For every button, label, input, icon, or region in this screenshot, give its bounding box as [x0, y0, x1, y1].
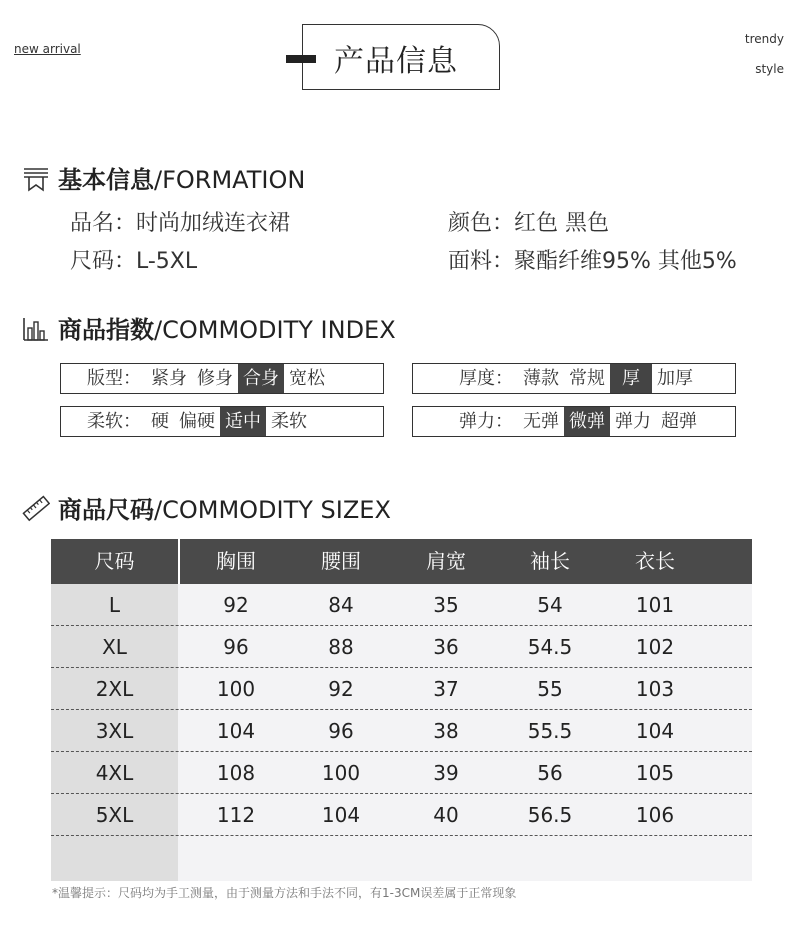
ruler-icon [22, 494, 50, 522]
index-label: 弹力： [459, 411, 513, 432]
table-cell: L [108, 593, 121, 617]
basic-info-heading [22, 160, 305, 195]
product-color: 颜色：红色 黑色 [448, 211, 609, 236]
index-thickness [412, 363, 736, 394]
table-cell: 88 [328, 635, 354, 659]
bar-chart-icon [22, 314, 50, 342]
table-cell: 84 [328, 593, 354, 617]
index-option: 超弹 [661, 411, 697, 432]
table-cell: 106 [635, 803, 675, 827]
index-option: 紧身 [151, 368, 187, 389]
title-dash-decoration [286, 55, 316, 63]
table-cell: 108 [216, 761, 256, 785]
table-cell: 96 [223, 635, 249, 659]
measurement-note: *温馨提示：尺码均为手工测量，由于测量方法和手法不同，有1-3CM误差属于正常现象 [52, 886, 517, 900]
table-cell: 39 [433, 761, 459, 785]
table-cell: 92 [328, 677, 354, 701]
table-cell: XL [102, 635, 127, 659]
index-option: 宽松 [289, 368, 325, 389]
table-cell: 55 [537, 677, 563, 701]
table-row [51, 626, 752, 668]
table-cell: 4XL [95, 761, 134, 785]
table-cell: 104 [635, 719, 675, 743]
table-cell: 96 [328, 719, 354, 743]
index-option: 薄款 [523, 368, 559, 389]
table-cell: 5XL [95, 803, 134, 827]
index-label: 柔软： [87, 411, 141, 432]
index-option: 硬 [151, 411, 169, 432]
header-divider [178, 539, 180, 584]
index-fit [60, 363, 384, 394]
index-option: 偏硬 [179, 411, 215, 432]
table-cell: 35 [433, 593, 459, 617]
index-option: 修身 [197, 368, 233, 389]
index-option: 无弹 [523, 411, 559, 432]
table-cell: 104 [216, 719, 256, 743]
column-header: 袖长 [530, 549, 570, 573]
index-softness [60, 406, 384, 437]
index-option-selected: 合身 [238, 364, 284, 393]
table-cell: 56.5 [527, 803, 573, 827]
index-option-selected: 适中 [220, 407, 266, 436]
commodity-size-heading [22, 490, 391, 525]
page-title: 产品信息 [334, 44, 458, 79]
ribbon-list-icon [22, 164, 50, 192]
table-cell: 112 [216, 803, 256, 827]
table-cell: 55.5 [527, 719, 573, 743]
table-cell: 100 [216, 677, 256, 701]
column-header: 衣长 [635, 549, 675, 573]
table-cell: 102 [635, 635, 675, 659]
index-label: 厚度： [459, 368, 513, 389]
table-row [51, 584, 752, 626]
table-cell: 54 [537, 593, 563, 617]
column-header: 胸围 [216, 549, 256, 573]
index-option-selected: 微弹 [564, 407, 610, 436]
commodity-index-heading [22, 310, 396, 345]
size-heading-bold: 商品尺码 [58, 496, 154, 524]
product-fabric: 面料：聚酯纤维95% 其他5% [448, 249, 737, 274]
index-label: 版型： [87, 368, 141, 389]
table-cell: 3XL [95, 719, 134, 743]
index-heading-rest: /COMMODITY INDEX [154, 316, 396, 344]
table-cell: 54.5 [527, 635, 573, 659]
column-header: 腰围 [321, 549, 361, 573]
size-heading-rest: /COMMODITY SIZEX [154, 496, 391, 524]
column-header: 肩宽 [426, 549, 466, 573]
style-label: style [755, 62, 784, 76]
table-cell: 100 [321, 761, 361, 785]
table-cell: 103 [635, 677, 675, 701]
basic-heading-bold: 基本信息 [58, 166, 154, 194]
table-cell: 37 [433, 677, 459, 701]
column-header: 尺码 [94, 549, 135, 573]
table-cell: 38 [433, 719, 459, 743]
index-elasticity [412, 406, 736, 437]
index-option: 柔软 [271, 411, 307, 432]
product-name: 品名：时尚加绒连衣裙 [70, 211, 291, 236]
table-row [51, 794, 752, 836]
table-cell: 40 [433, 803, 459, 827]
trendy-label: trendy [744, 32, 784, 46]
index-heading-bold: 商品指数 [58, 316, 154, 344]
index-option: 加厚 [657, 368, 693, 389]
index-option-selected: 厚 [610, 364, 652, 393]
table-cell: 2XL [95, 677, 134, 701]
table-cell: 101 [635, 593, 675, 617]
table-cell: 36 [433, 635, 459, 659]
table-header [51, 539, 752, 584]
table-row [51, 752, 752, 794]
index-option: 弹力 [615, 411, 651, 432]
index-option: 常规 [569, 368, 605, 389]
table-row [51, 710, 752, 752]
new-arrival-label: new arrival [14, 42, 81, 56]
product-size-range: 尺码：L-5XL [70, 249, 198, 274]
table-cell: 104 [321, 803, 361, 827]
table-row [51, 668, 752, 710]
table-cell: 105 [635, 761, 675, 785]
table-cell: 56 [537, 761, 563, 785]
basic-heading-rest: /FORMATION [154, 166, 306, 194]
size-table [51, 539, 752, 881]
table-cell: 92 [223, 593, 249, 617]
